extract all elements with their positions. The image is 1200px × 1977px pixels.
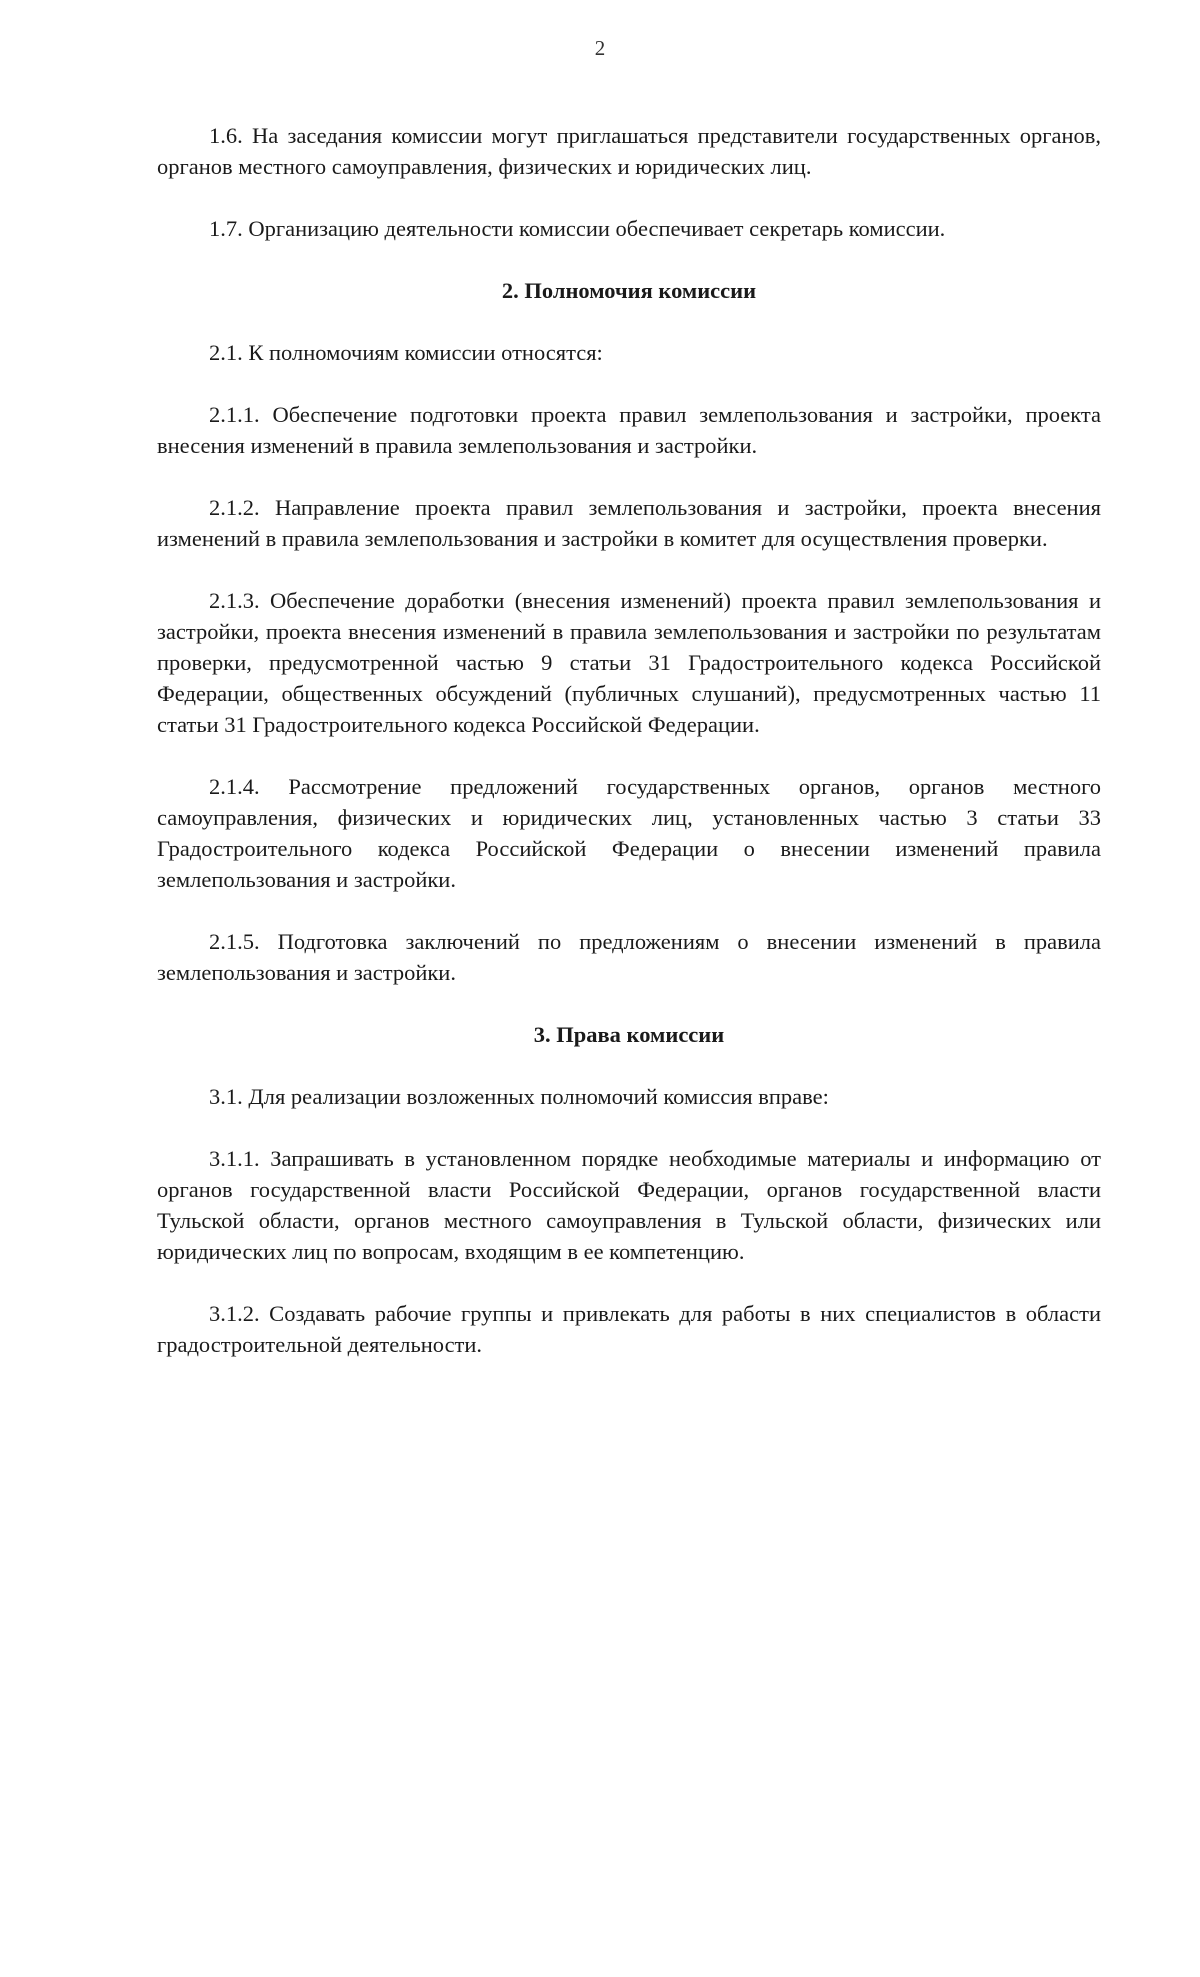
paragraph-1-6: 1.6. На заседания комиссии могут приглашаться представители государственных органов, органов местного самоуправления, физических и юридических лиц.	[157, 123, 1101, 179]
section-heading-3: 3. Права комиссии	[533, 1022, 725, 1047]
paragraph-2-1-1: 2.1.1. Обеспечение подготовки проекта правил землепользования и застройки, проекта внесения изменений в правила землепользования и застройки.	[157, 402, 1101, 458]
paragraph-3-1-2: 3.1.2. Создавать рабочие группы и привлекать для работы в них специалистов в области градостроительной деятельности.	[157, 1301, 1101, 1357]
paragraph-2-1-3: 2.1.3. Обеспечение доработки (внесения изменений) проекта правил землепользования и застройки, проекта внесения изменений в правила землепользования и застройки по результатам проверки, предусмотренной частью 9 статьи 31 Градостроительного кодекса Российской Федерации, общественных обсуждений (публичных слушаний), предусмотренных частью 11 статьи 31 Градостроительного кодекса Российской Федерации.	[157, 588, 1101, 737]
section-heading-2: 2. Полномочия комиссии	[501, 278, 757, 303]
page-number: 2	[594, 36, 606, 60]
document-body	[157, 120, 1101, 1391]
paragraph-3-1: 3.1. Для реализации возложенных полномочий комиссия вправе:	[209, 1084, 829, 1109]
paragraph-2-1-4: 2.1.4. Рассмотрение предложений государственных органов, органов местного самоуправления, физических и юридических лиц, установленных частью 3 статьи 33 Градостроительного кодекса Российской Федерации о внесении изменений правила землепользования и застройки.	[157, 774, 1101, 892]
paragraph-2-1-2: 2.1.2. Направление проекта правил землепользования и застройки, проекта внесения изменений в правила землепользования и застройки в комитет для осуществления проверки.	[157, 495, 1101, 551]
paragraph-3-1-1: 3.1.1. Запрашивать в установленном порядке необходимые материалы и информацию от органов государственной власти Российской Федерации, органов государственной власти Тульской области, органов местного самоуправления в Тульской области, физических или юридических лиц по вопросам, входящим в ее компетенцию.	[157, 1146, 1101, 1264]
paragraph-2-1-5: 2.1.5. Подготовка заключений по предложениям о внесении изменений в правила землепользования и застройки.	[157, 929, 1101, 985]
paragraph-1-7: 1.7. Организацию деятельности комиссии обеспечивает секретарь комиссии.	[209, 216, 946, 241]
paragraph-2-1: 2.1. К полномочиям комиссии относятся:	[209, 340, 603, 365]
